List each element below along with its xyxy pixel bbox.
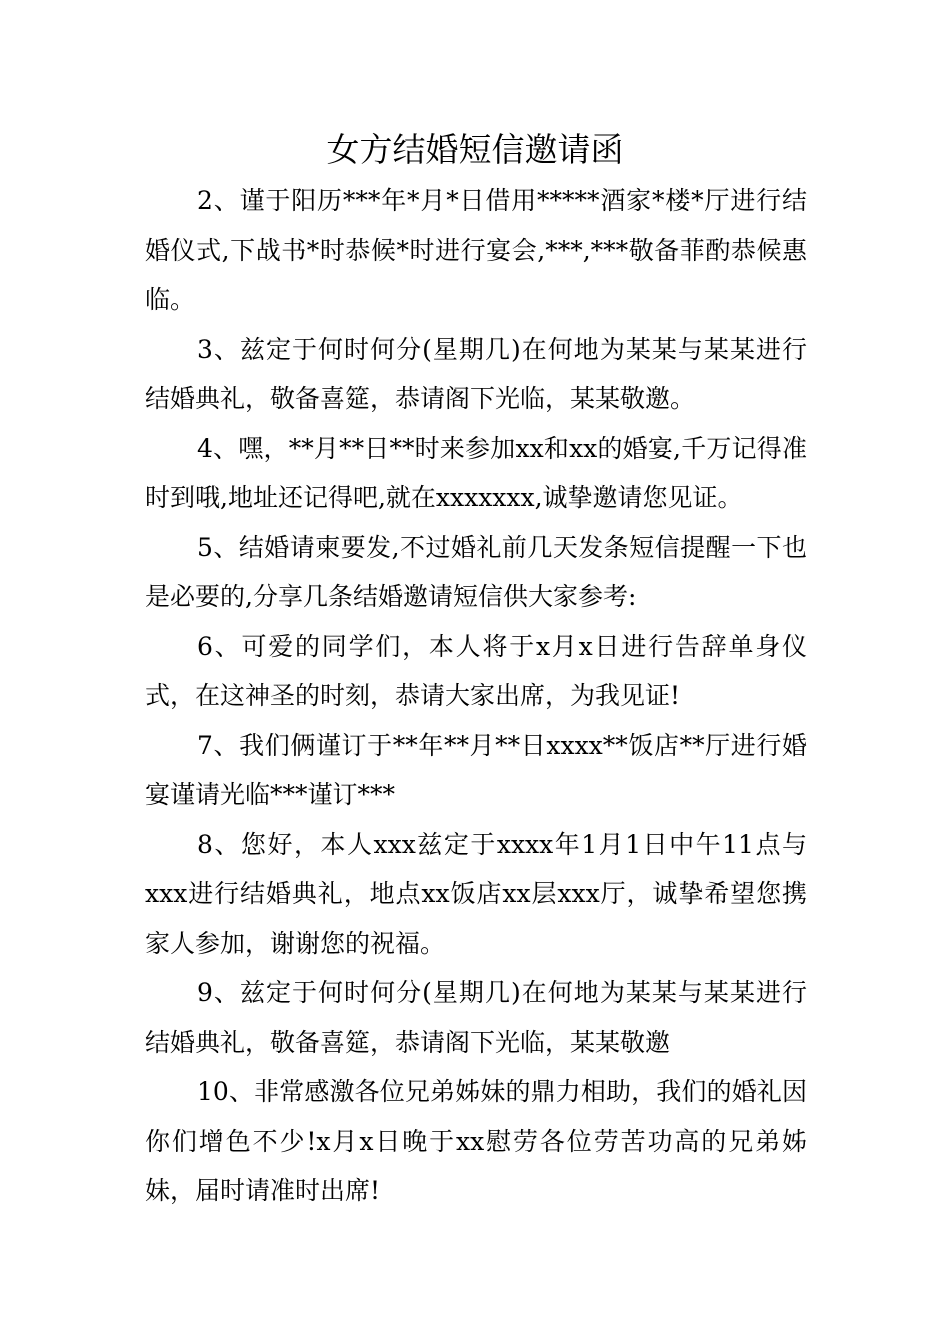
document-title: 女方结婚短信邀请函 bbox=[326, 130, 624, 169]
paragraph-8: 8、您好，本人xxx兹定于xxxx年1月1日中午11点与xxx进行结婚典礼，地点xx饭店xx层xxx厅，诚挚希望您携家人参加，谢谢您的祝福。 bbox=[145, 829, 807, 958]
paragraph-4: 4、嘿，**月**日**时来参加xx和xx的婚宴,千万记得准时到哦,地址还记得吧,就在xxxxxxx,诚挚邀请您见证。 bbox=[145, 433, 807, 512]
paragraph-9: 9、兹定于何时何分(星期几)在何地为某某与某某进行结婚典礼，敬备喜筵，恭请阁下光临，某某敬邀 bbox=[145, 978, 807, 1057]
paragraph-2: 2、谨于阳历***年*月*日借用*****酒家*楼*厅进行结婚仪式,下战书*时恭候*时进行宴会,***,***敬备菲酌恭候惠临。 bbox=[145, 186, 807, 314]
paragraph-10: 10、非常感激各位兄弟姊妹的鼎力相助，我们的婚礼因你们增色不少!x月x日晚于xx慰劳各位劳苦功高的兄弟姊妹，届时请准时出席! bbox=[145, 1077, 807, 1205]
paragraph-3: 3、兹定于何时何分(星期几)在何地为某某与某某进行结婚典礼，敬备喜筵，恭请阁下光临，某某敬邀。 bbox=[145, 334, 807, 413]
paragraph-5: 5、结婚请柬要发,不过婚礼前几天发条短信提醒一下也是必要的,分享几条结婚邀请短信供大家参考: bbox=[145, 532, 807, 611]
document-body bbox=[145, 176, 807, 1216]
paragraph-7: 7、我们俩谨订于**年**月**日xxxx**饭店**厅进行婚宴谨请光临***谨订*** bbox=[145, 730, 807, 809]
paragraph-6: 6、可爱的同学们，本人将于x月x日进行告辞单身仪式，在这神圣的时刻，恭请大家出席，为我见证! bbox=[145, 631, 807, 710]
